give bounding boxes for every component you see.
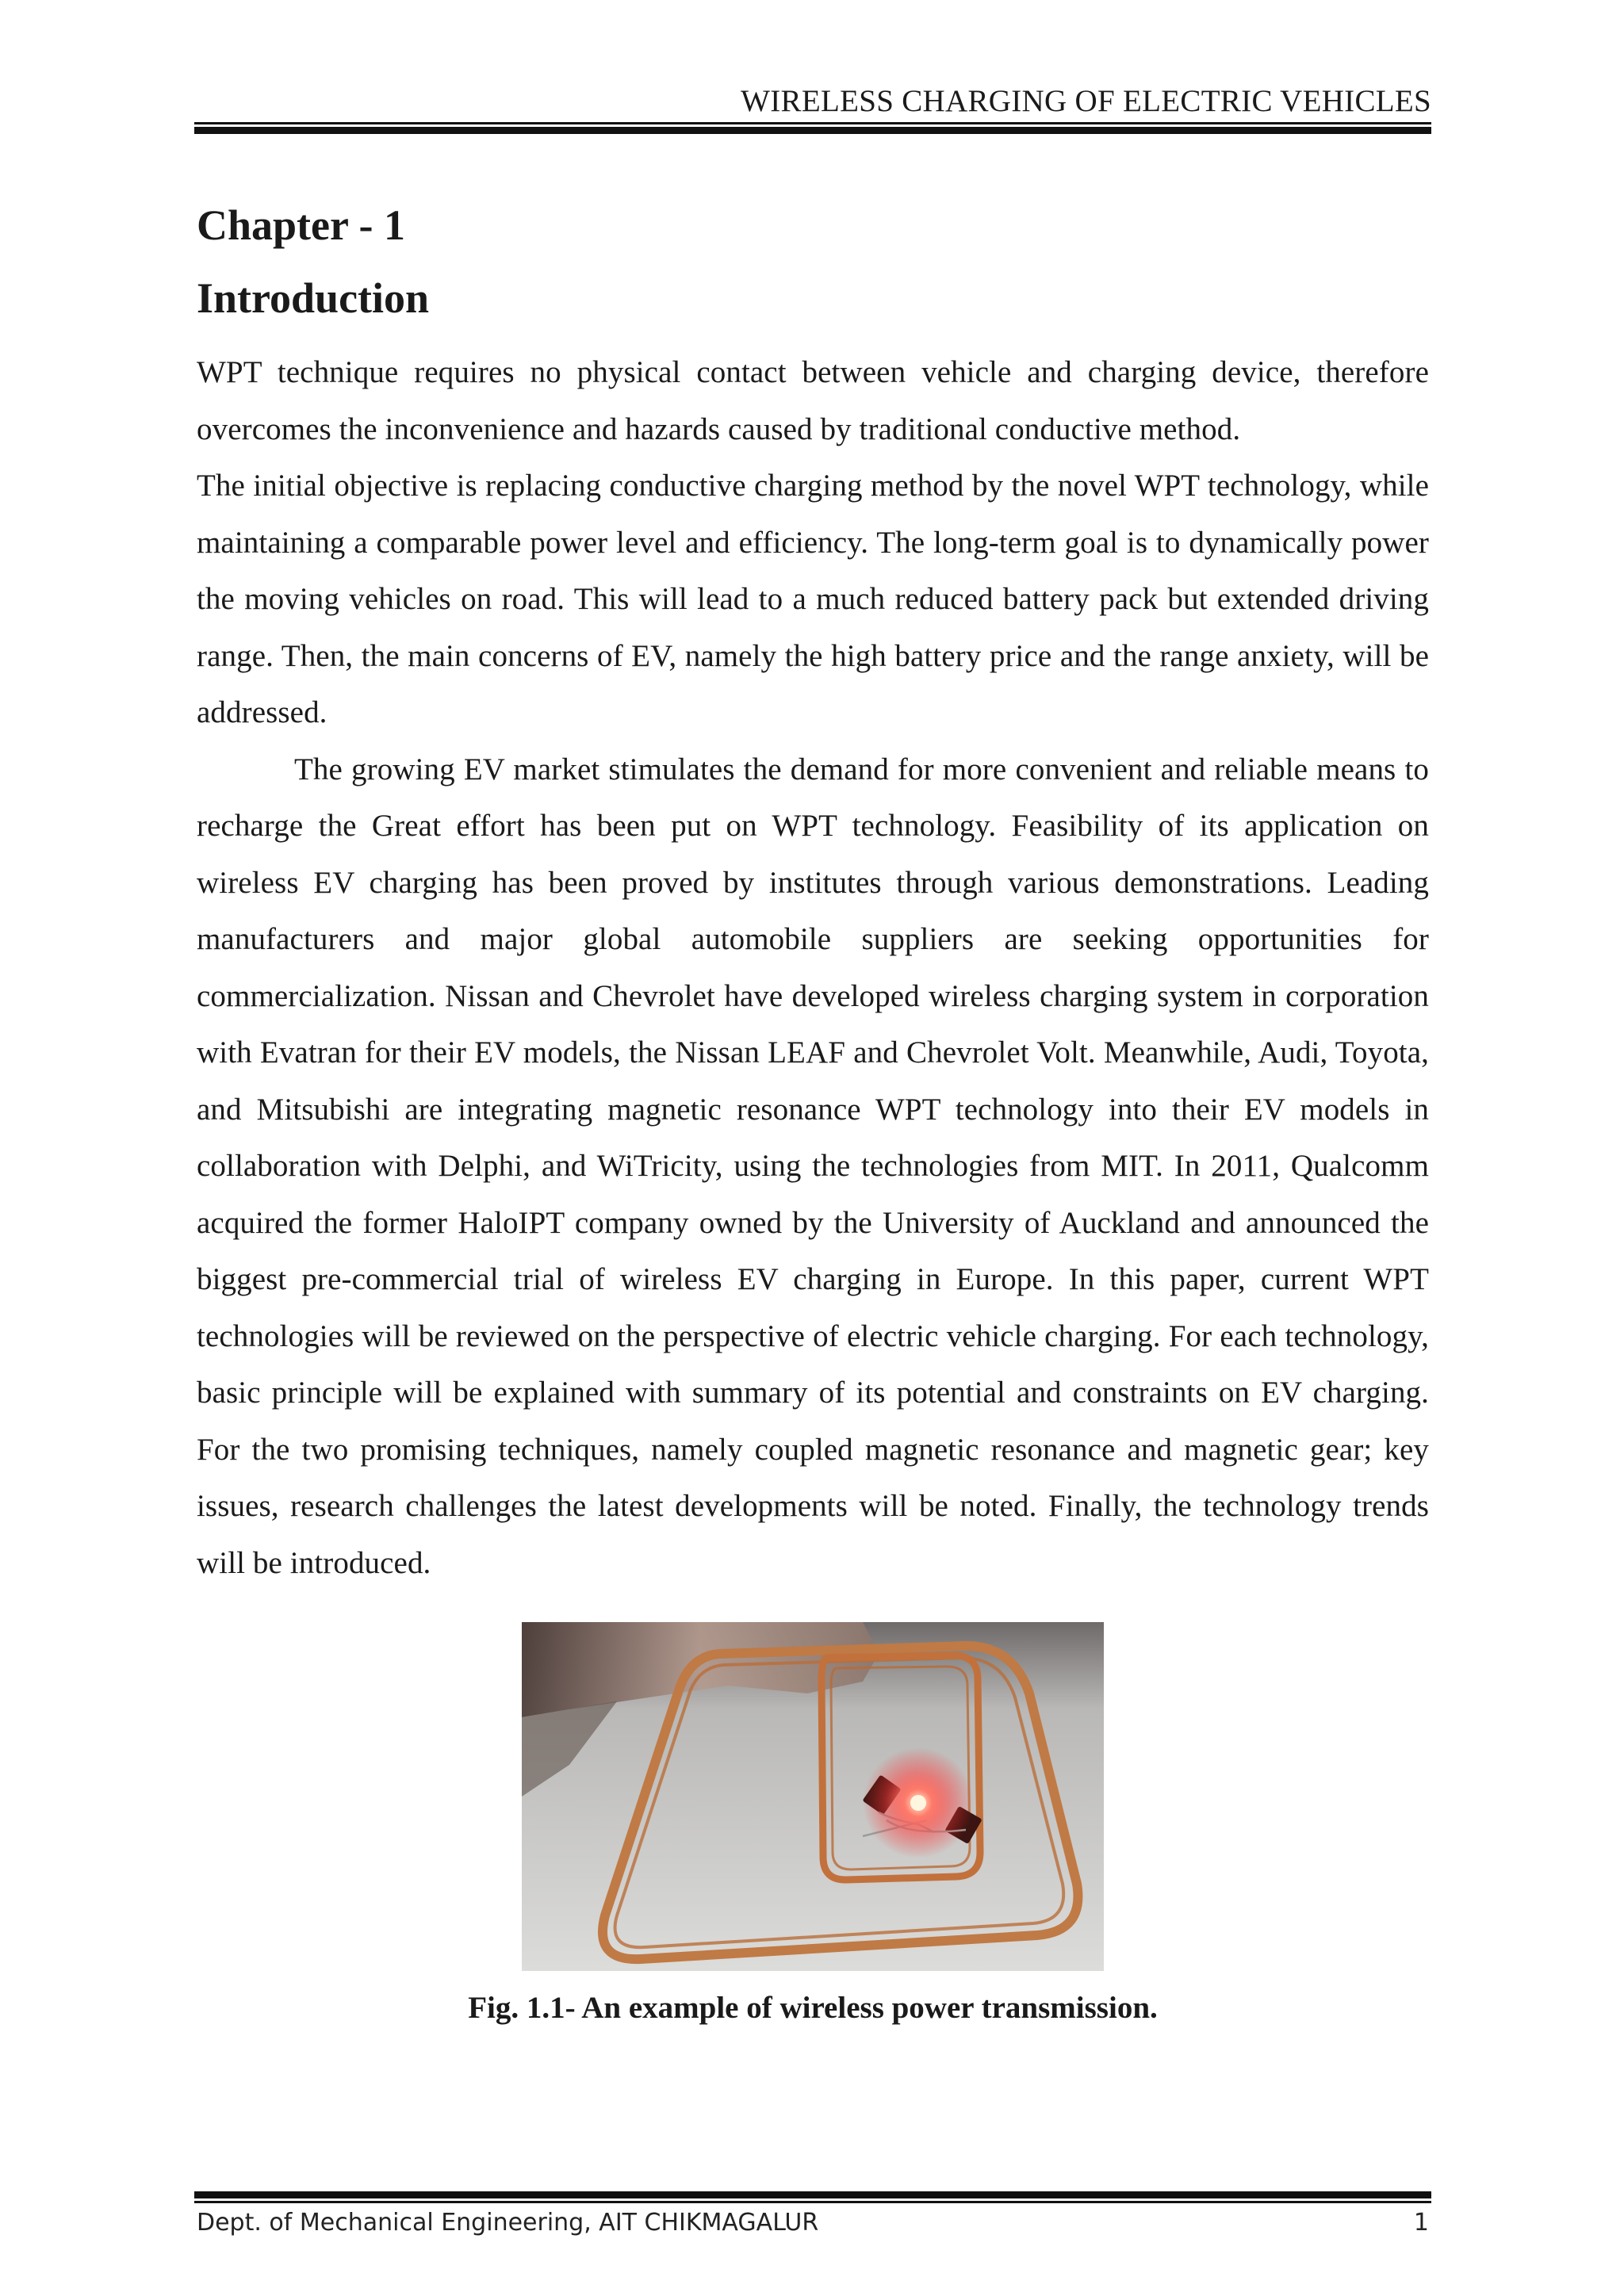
chapter-number: Chapter - 1 [197,201,405,249]
footer-department: Dept. of Mechanical Engineering, AIT CHIKMAGALUR [197,2209,819,2237]
footer [197,2207,1429,2239]
wireless-power-photo-illustration [522,1622,1104,1971]
header-rule-thin [194,122,1431,124]
footer-rule-thin [194,2201,1431,2203]
paragraph-3: The growing EV market stimulates the demand for more convenient and reliable means to recharge the Great effort has been put on WPT technology. Feasibility of its application on wireless EV charging has been proved by institutes through various demonstrations. Leading manufacturers and major global automobile suppliers are seeking opportunities for commercialization. Nissan and Chevrolet have developed wireless charging system in corporation with Evatran for their EV models, the Nissan LEAF and Chevrolet Volt. Meanwhile, Audi, Toyota, and Mitsubishi are integrating magnetic resonance WPT technology into their EV models in collaboration with Delphi, and WiTricity, using the technologies from MIT. In 2011, Qualcomm acquired the former HaloIPT company owned by the University of Auckland and announced the biggest pre-commercial trial of wireless EV charging in Europe. In this paper, current WPT technologies will be reviewed on the perspective of electric vehicle charging. For each technology, basic principle will be explained with summary of its potential and constraints on EV charging. For the two promising techniques, namely coupled magnetic resonance and magnetic gear; key issues, research challenges the latest developments will be noted. Finally, the technology trends will be introduced. [197,752,1429,1580]
paragraph-1: WPT technique requires no physical contact between vehicle and charging device, therefore overcomes the inconvenience and hazards caused by traditional conductive method. [197,355,1429,446]
figure-photo-wireless-power [522,1622,1104,1971]
figure-caption: Fig. 1.1- An example of wireless power transmission. [468,1991,1158,2025]
main-content [197,193,1429,1591]
paragraph-2: The initial objective is replacing conductive charging method by the novel WPT technology, while maintaining a comparable power level and efficiency. The long-term goal is to dynamically power the moving vehicles on road. This will lead to a much reduced battery pack but extended driving range. Then, the main concerns of EV, namely the high battery price and the range anxiety, will be addressed. [197,469,1429,729]
header-rule-thick [194,127,1431,134]
body-text [197,344,1429,1591]
page-number: 1 [1413,2209,1429,2237]
chapter-title: Introduction [197,274,430,322]
footer-rule-thick [194,2191,1431,2198]
running-header: WIRELESS CHARGING OF ELECTRIC VEHICLES [741,84,1431,118]
